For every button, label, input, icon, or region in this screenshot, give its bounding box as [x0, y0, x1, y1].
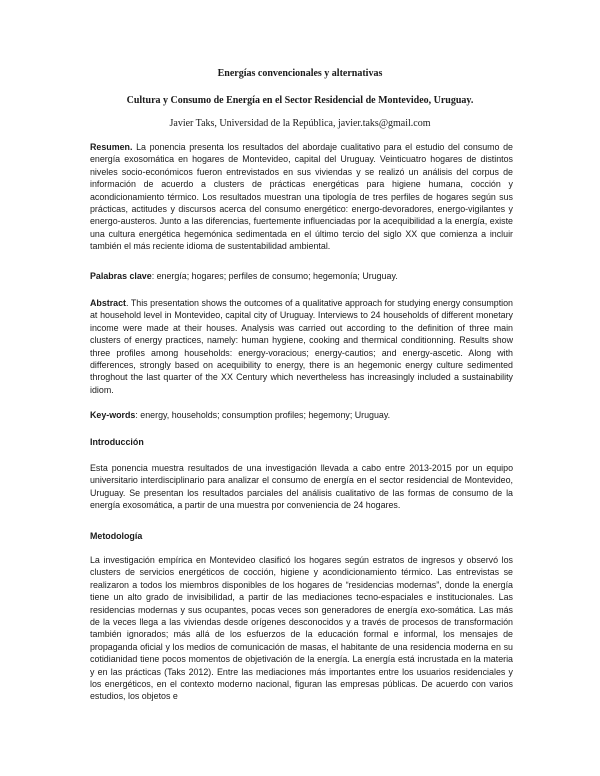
keywords-label: Key-words — [90, 410, 136, 420]
introduccion-heading: Introducción — [90, 437, 144, 447]
paper-title: Cultura y Consumo de Energía en el Sector Residencial de Montevideo, Uruguay. — [126, 95, 474, 106]
keywords-text: : energy, households; consumption profiles; hegemony; Uruguay. — [135, 410, 391, 420]
palabras-clave-label: Palabras clave — [90, 271, 152, 281]
metodologia-heading: Metodología — [90, 531, 143, 541]
palabras-clave-text: : energía; hogares; perfiles de consumo; hegemonía; Uruguay. — [151, 271, 398, 281]
introduccion-paragraph: Esta ponencia muestra resultados de una investigación llevada a cabo entre 2013-2015 por un equipo universitario interdisciplinario para analizar el consumo de energía en el sector residencial de Montevideo, Uruguay. Se presentan los resultados parciales del análisis cualitativo de las formas de consumo de la energía exosomática, a partir de una muestra por conveniencia de 24 hogares. — [90, 463, 513, 511]
abstract-label: Abstract — [90, 298, 127, 308]
resumen-paragraph — [90, 141, 513, 253]
author-line: Javier Taks, Universidad de la República, javier.taks@gmail.com — [169, 118, 431, 129]
abstract-paragraph — [90, 297, 513, 396]
palabras-clave-paragraph — [90, 270, 513, 282]
resumen-label: Resumen. — [90, 142, 133, 152]
session-title: Energías convencionales y alternativas — [217, 68, 383, 79]
resumen-text: La ponencia presenta los resultados del abordaje cualitativo para el estudio del consumo de energía exosomática en hogares de Montevideo, capital del Uruguay. Veinticuatro hogares de distintos niveles socio-económicos fueron entrevistados en sus viviendas y se realizó un análisis del corpus de información de acuerdo a clusters de prácticas energéticas para higiene humana, cocción y acondicionamiento térmico. Los resultados muestran una tipología de tres perfiles de hogares según sus prácticas, actitudes y discursos acerca del consumo energético: energo-devoradores, energo-vigilantes y energo-austeros. Junto a las diferencias, fuertemente influenciadas por la acequibilidad a la energía, existe una cultura energética hegemónica sedimentada en el último tercio del siglo XX que comienza a incluir también el más reciente idioma de sustentabilidad ambiental. — [90, 142, 513, 252]
metodologia-paragraph: La investigación empírica en Montevideo clasificó los hogares según estratos de ingresos y observó los clusters de servicios energéticos de cocción, higiene y acondicionamiento térmico. Las entrevistas se realizaron a todos los miembros disponibles de los hogares de “residencias modernas”, donde la energía tiene un alto grado de invisibilidad, a partir de las mediaciones tecno-espaciales e institucionales. Las residencias modernas y sus ocupantes, pocas veces son generadores de energía exo-somática. Las más de la veces llega a las viviendas desde orígenes desconocidos y a través de procesos de transformación también ignorados; más allá de los esfuerzos de la educación formal e informal, los mensajes de propaganda oficial y los medios de comunicación de masas, el habitante de una residencia moderna en su cotidianidad tiene pocos momentos de objetivación de la energía. La energía está incrustada en la materia y en las prácticas (Taks 2012). Entre las mediaciones más importantes entre los usuarios residenciales y los energéticos, en el contexto moderno nacional, figuran las empresas públicas. De acuerdo con varios estudios, los objetos e — [90, 555, 513, 702]
keywords-paragraph — [90, 409, 513, 421]
abstract-text: . This presentation shows the outcomes of a qualitative approach for studying energy consumption at household level in Montevideo, capital city of Uruguay. Interviews to 24 households of different monetary income were made at their houses. Analysis was carried out according to the definition of three main clusters of energy practices, namely: human hygiene, cooking and thermical conditionning. Results show three profiles among households: energy-voracious; energy-cautios; and energy-ascetic. Along with differences, strongly based on acequibility to energy, there is an hegemonic energy culture sedimented throghout the last quarter of the XX Century which nevertheless has increasingly included a sustainability idiom. — [90, 298, 513, 395]
